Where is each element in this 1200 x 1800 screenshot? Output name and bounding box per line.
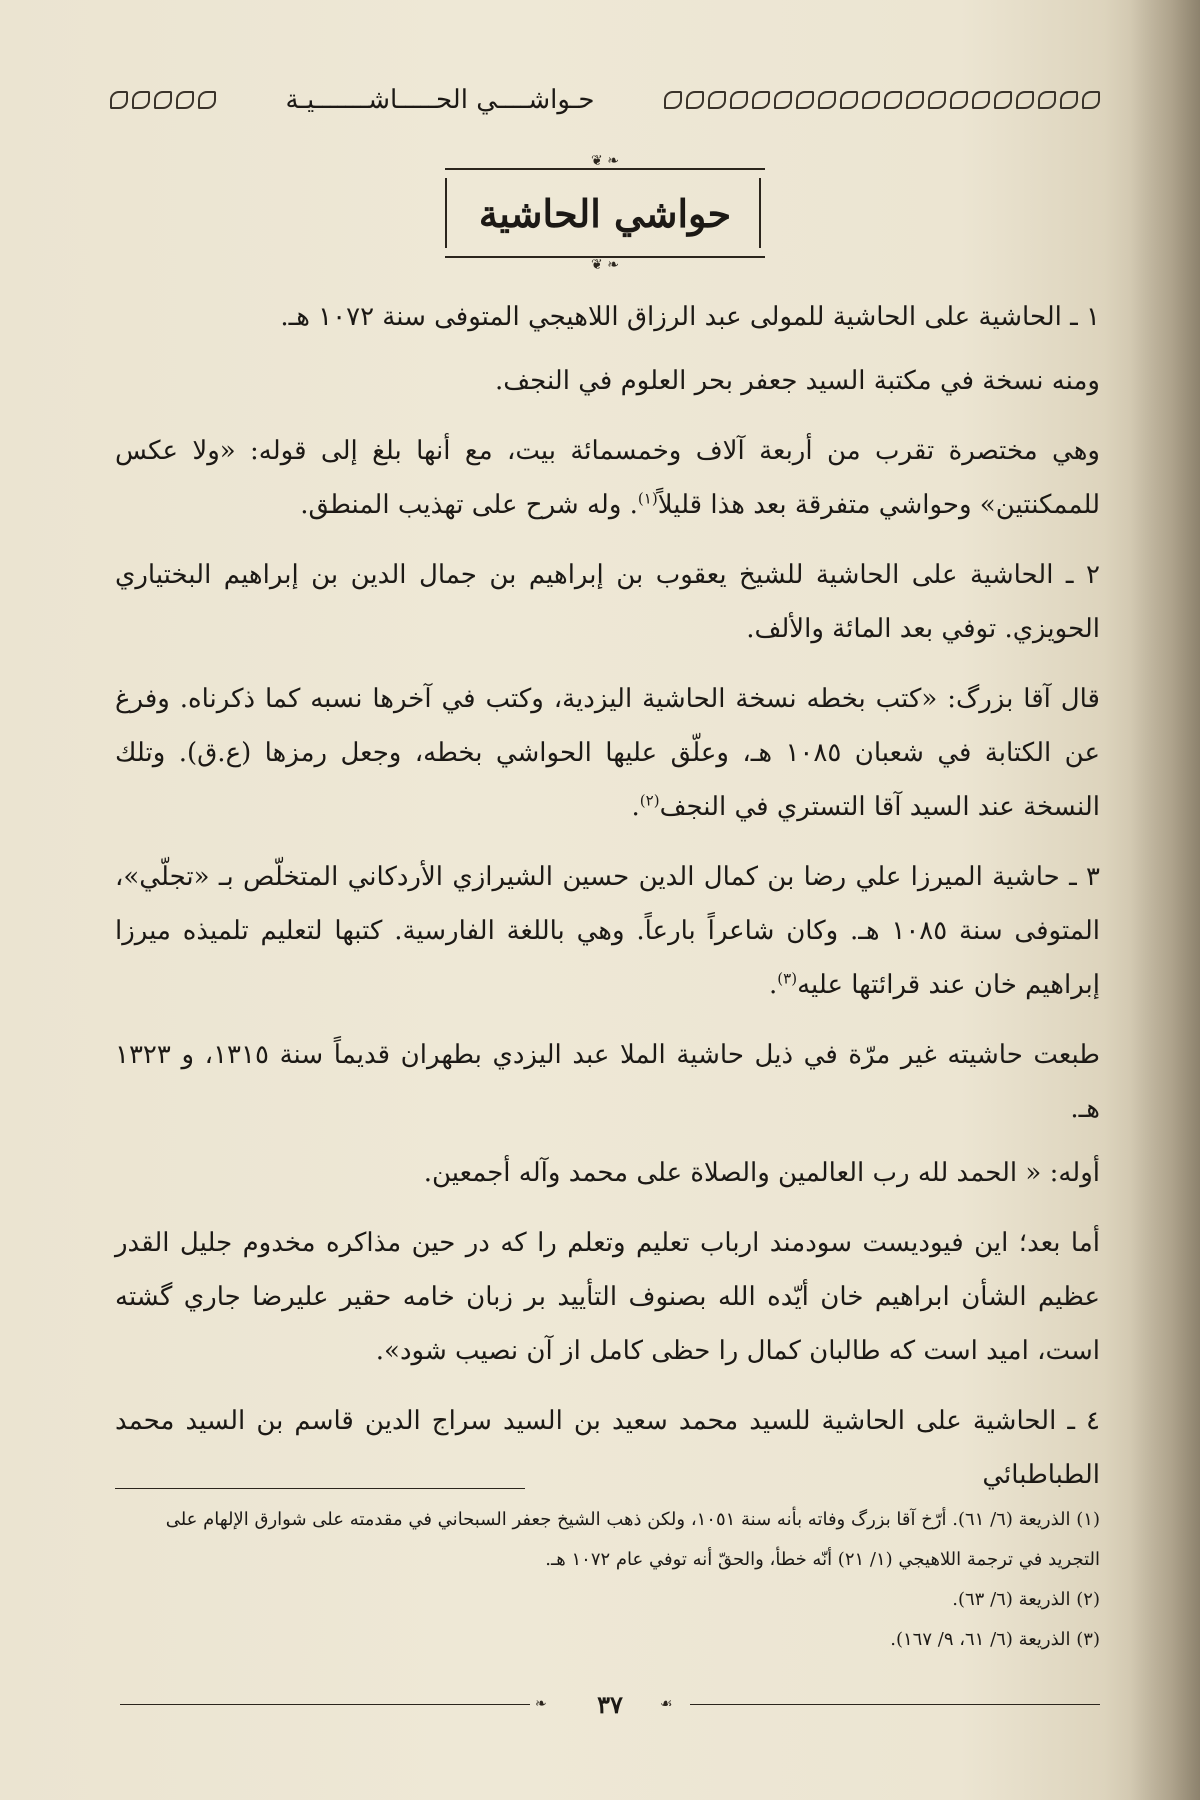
frame-ornament-bottom-icon: ❦ ❧ <box>591 257 619 273</box>
paragraph-text: ومنه نسخة في مكتبة السيد جعفر بحر العلوم في النجف. <box>494 366 1100 396</box>
footer-ornament-icon: ☙ <box>660 1696 673 1712</box>
frame-ornament-top-icon: ❦ ❧ <box>591 153 619 169</box>
paragraph-tail: . وله شرح على تهذيب المنطق. <box>300 490 638 520</box>
ornament-icon <box>132 91 150 109</box>
footnote-2: (٢) الذريعة (٦/ ٦٣). <box>952 1589 1100 1610</box>
section-title: حواشي الحاشية <box>478 191 732 236</box>
paragraph-entry-1-description <box>115 424 1100 532</box>
paragraph-printing <box>115 1028 1100 1136</box>
ornament-icon <box>708 91 726 109</box>
ornament-icon <box>1016 91 1034 109</box>
paragraph-entry-3 <box>115 850 1100 1012</box>
paragraph-incipit <box>115 1146 1100 1200</box>
page-number: ٣٧ <box>597 1690 623 1719</box>
paragraph-entry-4 <box>115 1394 1100 1502</box>
paragraph-tail: . <box>769 970 778 1000</box>
paragraph-tail: . <box>631 792 640 822</box>
ornament-icon <box>950 91 968 109</box>
paragraph-text: ١ ـ الحاشية على الحاشية للمولى عبد الرزاق اللاهيجي المتوفى سنة ١٠٧٢ هـ. <box>280 302 1100 332</box>
ornament-icon <box>884 91 902 109</box>
footnote-ref-3[interactable]: (٣) <box>777 969 798 988</box>
ornament-icon <box>796 91 814 109</box>
paragraph-persian-quote <box>115 1216 1100 1378</box>
paragraph-text: ٣ ـ حاشية الميرزا علي رضا بن كمال الدين حسين الشيرازي الأردكاني المتخلّص بـ «تجلّي»، المتوفى سنة ١٠٨٥ هـ. وكان شاعراً بارعاً. وهي باللغة الفارسية. كتبها لتعليم تلميذه ميرزا إبراهيم خان عند قرائتها عليه <box>115 862 1100 1000</box>
footnote-divider <box>115 1488 525 1489</box>
ornament-icon <box>1038 91 1056 109</box>
page-footer <box>120 1690 1100 1720</box>
paragraph-entry-1-copy <box>115 354 1100 408</box>
ornament-icon <box>198 91 216 109</box>
ornament-icon <box>906 91 924 109</box>
footnotes <box>115 1500 1100 1660</box>
ornament-icon <box>752 91 770 109</box>
paragraph-text: أما بعد؛ اين فيوديست سودمند ارباب تعليم وتعلم را كه در حين مذاكره مخدوم جليل القدر عظيم الشأن ابراهيم خان أيّده الله بصنوف التأييد بر زبان خامه حقير عليرضا جاري گشته است، اميد است كه طالبان كمال را حظى كامل از آن نصيب شود». <box>115 1228 1101 1366</box>
ornament-icon <box>1060 91 1078 109</box>
footer-ornament-icon: ❧ <box>535 1696 547 1712</box>
footnote-ref-2[interactable]: (٢) <box>639 791 660 810</box>
paragraph-text: أوله: « الحمد لله رب العالمين والصلاة على محمد وآله أجمعين. <box>423 1158 1100 1188</box>
ornament-icon <box>862 91 880 109</box>
footer-rule-right <box>690 1704 1100 1705</box>
body-text <box>115 290 1100 1518</box>
section-title-frame <box>445 153 765 273</box>
ornament-icon <box>154 91 172 109</box>
ornament-icon <box>774 91 792 109</box>
running-head-ornament-left <box>110 88 220 112</box>
ornament-icon <box>972 91 990 109</box>
footnote-ref-1[interactable]: (١) <box>637 489 658 508</box>
paragraph-text: ٤ ـ الحاشية على الحاشية للسيد محمد سعيد بن السيد سراج الدين قاسم بن السيد محمد الطباطبائي <box>115 1406 1100 1490</box>
paragraph-text: طبعت حاشيته غير مرّة في ذيل حاشية الملا عبد اليزدي بطهران قديماً سنة ١٣١٥، و ١٣٢٣ هـ. <box>115 1040 1101 1124</box>
spine-shadow <box>1130 0 1200 1800</box>
ornament-icon <box>928 91 946 109</box>
ornament-icon <box>1082 91 1100 109</box>
ornament-icon <box>110 91 128 109</box>
footnote-1: (١) الذريعة (٦/ ٦١). أرّخ آقا بزرگ وفاته بأنه سنة ١٠٥١، ولكن ذهب الشيخ جعفر السبحاني في مقدمته على شوارق الإلهام على التجريد في ترجمة اللاهيجي (١/ ٢١) أنّه خطأ، والحقّ أنه توفي عام ١٠٧٢ هـ. <box>165 1509 1100 1570</box>
ornament-icon <box>840 91 858 109</box>
paragraph-entry-2 <box>115 548 1100 656</box>
footnote-3: (٣) الذريعة (٦/ ٦١، ٩/ ١٦٧). <box>890 1629 1100 1650</box>
running-head-ornament-right <box>660 88 1100 112</box>
ornament-icon <box>664 91 682 109</box>
paragraph-text: ٢ ـ الحاشية على الحاشية للشيخ يعقوب بن إبراهيم بن جمال الدين بن إبراهيم البختياري الحويزي. توفي بعد المائة والألف. <box>115 560 1100 644</box>
ornament-icon <box>994 91 1012 109</box>
paragraph-entry-1 <box>115 290 1100 344</box>
paragraph-text: وهي مختصرة تقرب من أربعة آلاف وخمسمائة بيت، مع أنها بلغ إلى قوله: «ولا عكس للممكنتين» وحواشي متفرقة بعد هذا قليلاً <box>115 436 1100 520</box>
running-head-title: حـواشــــي الحـــــاشـــــــيـة <box>285 85 595 115</box>
ornament-icon <box>730 91 748 109</box>
ornament-icon <box>176 91 194 109</box>
ornament-icon <box>818 91 836 109</box>
footer-rule-left <box>120 1704 530 1705</box>
running-head <box>110 80 1100 120</box>
ornament-icon <box>686 91 704 109</box>
paragraph-text: قال آقا بزرگ: «كتب بخطه نسخة الحاشية اليزدية، وكتب في آخرها نسبه كما ذكرناه. وفرغ عن الكتابة في شعبان ١٠٨٥ هـ، وعلّق عليها الحواشي بخطه، وجعل رمزها (ع.ق). وتلك النسخة عند السيد آقا التستري في النجف <box>115 684 1100 822</box>
paragraph-quote-agha-bozorg <box>115 672 1100 834</box>
